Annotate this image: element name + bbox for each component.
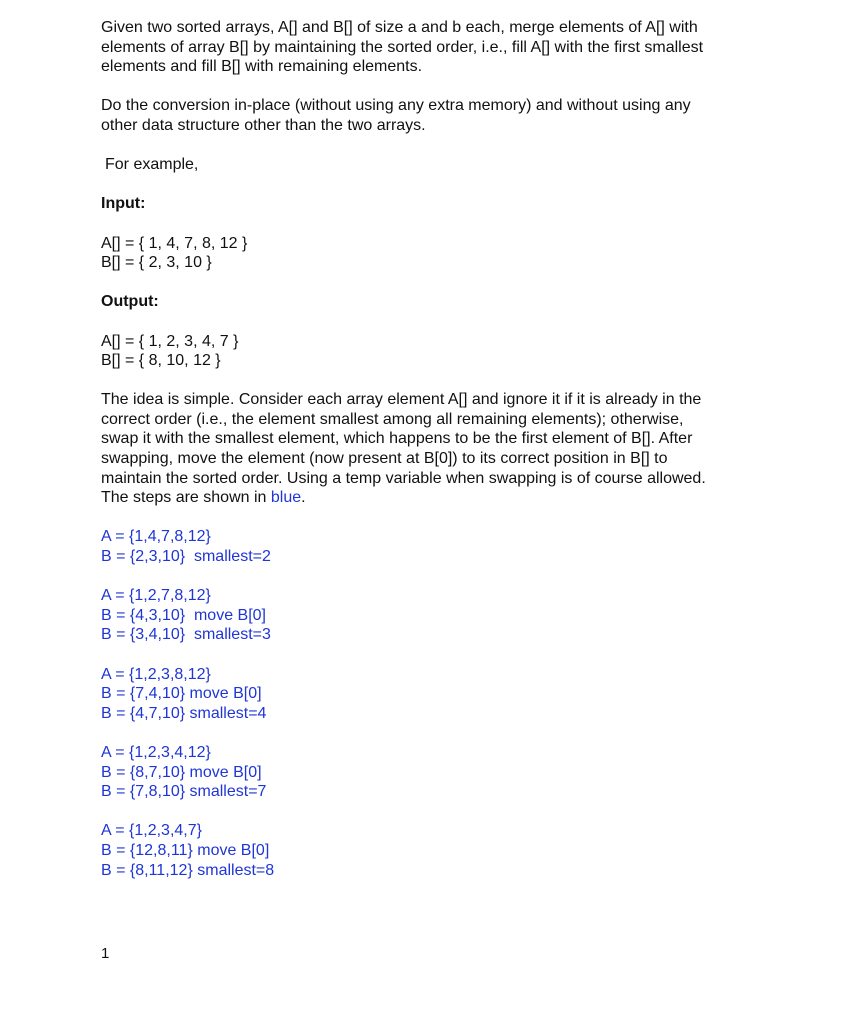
step-group [101, 527, 761, 566]
blue-word: blue [270, 489, 302, 507]
step-line: B = {7,4,10} move B[0] [101, 685, 262, 703]
output-array-a: A[] = { 1, 2, 3, 4, 7 } [101, 332, 239, 350]
step-line: B = {4,3,10} move B[0] [101, 606, 266, 624]
step-group [101, 586, 761, 645]
input-block [101, 234, 761, 273]
step-line: B = {8,11,12} smallest=8 [101, 861, 275, 879]
step-line: A = {1,2,3,8,12} [101, 665, 211, 683]
idea-line [101, 488, 761, 508]
output-heading: Output: [101, 293, 159, 311]
example-label: For example, [105, 156, 199, 174]
intro-line: Given two sorted arrays, A[] and B[] of size a and b each, merge elements of A[] with [101, 19, 698, 36]
input-array-b: B[] = { 2, 3, 10 } [101, 254, 212, 272]
idea-line-prefix: The steps are shown in [101, 489, 271, 507]
constraint-paragraph [101, 96, 761, 135]
step-group [101, 821, 761, 880]
step-line: B = {7,8,10} smallest=7 [101, 783, 267, 801]
constraint-line: Do the conversion in-place (without using any extra memory) and without using any [101, 97, 691, 115]
step-group [101, 743, 761, 802]
input-array-a: A[] = { 1, 4, 7, 8, 12 } [101, 234, 248, 252]
constraint-line: other data structure other than the two arrays. [101, 116, 426, 134]
step-line: A = {1,2,3,4,7} [101, 822, 202, 840]
step-line: A = {1,2,7,8,12} [101, 587, 211, 605]
input-heading: Input: [101, 195, 146, 213]
idea-line-suffix: . [301, 489, 306, 507]
intro-line: elements of array B[] by maintaining the sorted order, i.e., fill A[] with the first smallest [101, 38, 704, 56]
step-line: B = {12,8,11} move B[0] [101, 841, 270, 859]
output-array-b: B[] = { 8, 10, 12 } [101, 352, 221, 370]
step-line: B = {2,3,10} smallest=2 [101, 548, 271, 566]
step-line: B = {8,7,10} move B[0] [101, 763, 262, 781]
steps-list [101, 527, 761, 880]
step-group [101, 665, 761, 724]
intro-paragraph [101, 18, 761, 77]
idea-paragraph [101, 390, 761, 508]
idea-line: The idea is simple. Consider each array element A[] and ignore it if it is already in the [101, 391, 702, 409]
idea-line: swapping, move the element (now present at B[0]) to its correct position in B[] to [101, 450, 668, 468]
document-page [101, 18, 761, 900]
page-number: 1 [101, 945, 110, 962]
step-line: A = {1,2,3,4,12} [101, 743, 211, 761]
step-line: B = {3,4,10} smallest=3 [101, 626, 271, 644]
output-block [101, 332, 761, 371]
idea-line: correct order (i.e., the element smallest among all remaining elements); otherwise, [101, 410, 684, 428]
idea-line: swap it with the smallest element, which happens to be the first element of B[]. After [101, 430, 693, 448]
step-line: A = {1,4,7,8,12} [101, 528, 211, 546]
idea-line: maintain the sorted order. Using a temp variable when swapping is of course allowed. [101, 469, 706, 487]
intro-line: elements and fill B[] with remaining elements. [101, 58, 423, 76]
step-line: B = {4,7,10} smallest=4 [101, 704, 267, 722]
